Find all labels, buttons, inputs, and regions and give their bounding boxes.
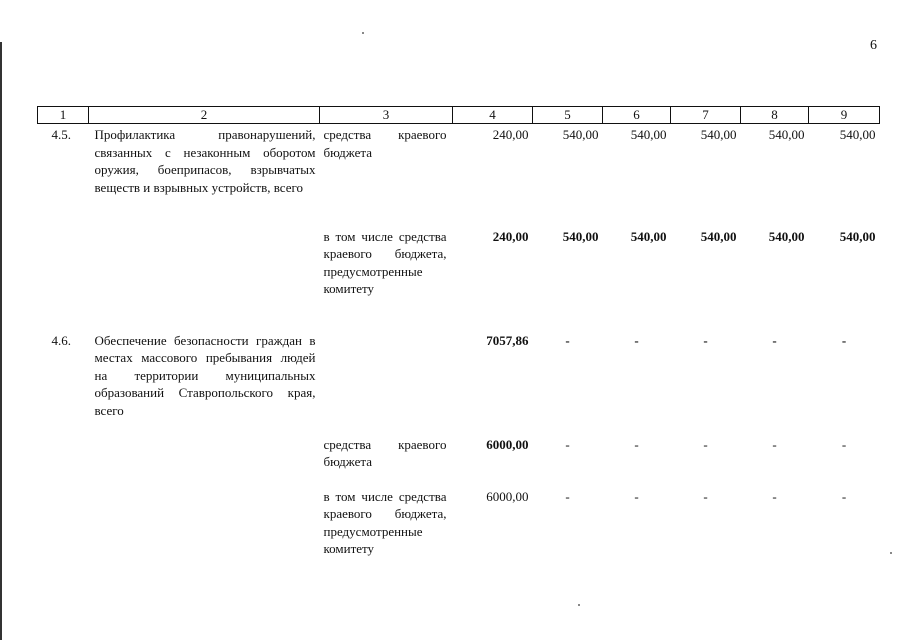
row-value: 540,00 (768, 127, 805, 142)
table-row (38, 332, 880, 436)
row-description (89, 436, 320, 488)
row-value: - (772, 436, 777, 452)
row-value: 7057,86 (486, 332, 529, 348)
table-row (38, 124, 880, 228)
row-funding-source: в том числе средства краевого бюджета, предусмотренные комитету (323, 228, 447, 296)
row-value: 6000,00 (486, 488, 529, 504)
row-value: - (841, 332, 847, 348)
column-header: 5 (533, 107, 603, 124)
row-value: - (565, 488, 570, 504)
row-number (38, 228, 89, 332)
row-number (38, 436, 89, 488)
row-funding-source: в том числе средства краевого бюджета, предусмотренные комитету (323, 488, 447, 556)
column-header: 1 (38, 107, 89, 124)
row-value: - (565, 436, 570, 452)
row-number: 4.6. (51, 332, 71, 348)
row-value: 540,00 (562, 127, 599, 142)
row-value: - (703, 332, 708, 348)
row-value: - (703, 488, 708, 504)
scan-artifact (362, 32, 364, 34)
column-header: 6 (603, 107, 671, 124)
row-value: 540,00 (630, 127, 667, 142)
scan-artifact (890, 552, 892, 554)
row-value: - (634, 332, 639, 348)
row-value: - (703, 436, 708, 452)
column-header: 7 (671, 107, 741, 124)
column-header: 2 (89, 107, 320, 124)
row-description: Профилактика правонарушений, связанных с незаконным оборотом оружия, боеприпасов, взрывчатых веществ и взрывных устройств, всего (94, 127, 316, 195)
row-description (89, 228, 320, 332)
row-value: 540,00 (630, 228, 667, 244)
row-value: 540,00 (562, 228, 599, 244)
row-value: - (565, 332, 570, 348)
table-row (38, 228, 880, 332)
row-funding-source (320, 332, 453, 436)
row-description: Обеспечение безопасности граждан в местах массового пребывания людей на территории муниципальных образований Ставропольского края, всего (94, 332, 316, 418)
row-value: - (772, 332, 777, 348)
column-header: 9 (809, 107, 880, 124)
row-value: 540,00 (768, 228, 805, 244)
row-value: - (634, 488, 639, 504)
table-row (38, 488, 880, 578)
row-value: - (841, 488, 847, 504)
row-value: 6000,00 (486, 436, 529, 452)
row-value: 540,00 (700, 127, 737, 142)
scan-artifact (578, 604, 580, 606)
row-value: 540,00 (839, 228, 876, 244)
row-funding-source: средства краевого бюджета (323, 436, 447, 469)
row-funding-source: средства краевого бюджета (323, 127, 447, 160)
table-row (38, 436, 880, 488)
column-header: 8 (741, 107, 809, 124)
page-number: 6 (870, 38, 877, 53)
row-value: 240,00 (492, 127, 529, 142)
row-value: 540,00 (700, 228, 737, 244)
header-row (38, 107, 880, 124)
budget-table (37, 106, 880, 578)
row-number: 4.5. (51, 127, 71, 142)
scan-left-edge (0, 42, 2, 640)
row-value: - (772, 488, 777, 504)
row-value: 540,00 (839, 127, 876, 142)
row-number (38, 488, 89, 578)
column-header: 4 (453, 107, 533, 124)
row-value: 240,00 (492, 228, 529, 244)
column-header: 3 (320, 107, 453, 124)
row-value: - (634, 436, 639, 452)
row-description (89, 488, 320, 578)
row-value: - (841, 436, 847, 452)
